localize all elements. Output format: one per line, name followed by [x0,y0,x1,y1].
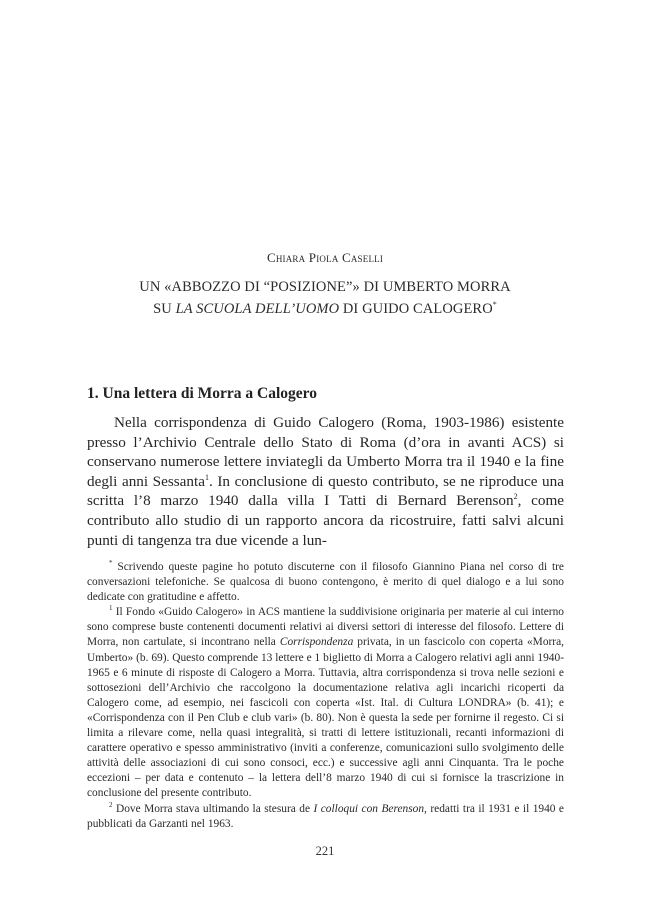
paragraph [87,413,564,550]
footnote-1-text-a: Il Fondo «Guido Calogero» in ACS mantiene la suddivisione originaria per materie al cui interno sono comprese buste contenenti documenti relativi ai diversi settori di interesse del filosofo. Lettere di Morra, non cartulate, si incontrano nella [87,606,564,649]
footnote-1 [87,605,564,801]
title-line-2-prefix: SU [153,300,176,317]
author-middle-initial: P [308,250,317,265]
footnote-star-marker: * [109,559,113,568]
footnote-1-marker: 1 [109,604,113,613]
footnote-star-text: Scrivendo queste pagine ho potuto discuterne con il filosofo Giannino Piana nel corso di tre conversazioni telefoniche. Se qualcosa di buono contengono, è merito di quel dialogo e a lui sono dedicate con gratitudine e affetto. [87,561,564,604]
page-number: 221 [315,844,335,858]
paragraph-text-2: . In conclusione di questo contributo, se ne riproduce una scritta l’8 marzo 1940 dalla villa I Tatti di Bernard Berenson [87,472,564,510]
author-first-initial: C [266,250,276,265]
author-first-rest: hiara [275,250,306,265]
author-middle-name [309,250,339,265]
footnote-2-marker: 2 [109,800,113,809]
title-line-2 [0,296,650,318]
title-footnote-marker: * [492,300,497,309]
author-name [0,250,650,266]
footnote-2-text-a: Dove Morra stava ultimando la stesura de [115,802,314,815]
footnote-1-text-b: privata, in un fascicolo con coperta «Morra, Umberto» (b. 69). Questo comprende 13 lettere e 1 biglietto di Morra a Calogero relativi agli anni 1940-1965 e 6 minute di risposte di Calogero a Morra. Tuttavia, altra corrispondenza si trova nelle sezioni e sottosezioni dell’Archivio che raccolgono la documentazione relativa agli incarichi ricoperti da Calogero come, ad esempio, nei fascicoli con coperta «Ist. Ital. di Cultura LONDRA» (b. 41); e «Corrispondenza con il Pen Club e club vari» (b. 80). Non è questa la sede per fornirne il regesto. Ci si limita a rilevare come, nella quasi integralità, si tratti di lettere istituzionali, recanti informazioni di carattere operativo e spesso amministrativo (inviti a conferenze, comunicazioni sullo svolgimento delle attività delle associazioni di cui sono consoci, ecc.) e successive agli anni Cinquanta. Tra le poche eccezioni – per data e contenuto – la lettera dell’8 marzo 1940 di cui si fornisce la trascrizione in conclusione del presente contributo. [87,636,564,800]
author-middle-rest: iola [316,250,339,265]
author-first-name [267,250,305,265]
footnote-star [87,560,564,605]
section-heading: 1. Una lettera di Morra a Calogero [87,385,318,402]
title-line-1: UN «ABBOZZO DI “POSIZIONE”» DI UMBERTO MORRA [139,279,511,295]
paragraph-text-1: Nella corrispondenza di Guido Calogero (Roma, 1903-1986) esistente presso l’Archivio Centrale dello Stato di Roma (d’ora in avanti ACS) si conservano numerose lettere inviategli da Umberto Morra tra il 1940 e la fine degli anni Sessanta [87,414,564,490]
footnote-2-text-b: , redatti tra il 1931 e il 1940 e pubblicati da Garzanti nel 1963. [87,802,564,830]
footnote-ref-1: 1 [204,472,209,482]
body-paragraph [87,413,564,550]
title-line-2-suffix: DI GUIDO CALOGERO [339,300,493,317]
author-last-name [342,250,383,265]
article-title [0,278,650,318]
paragraph-text-3: , come contributo allo studio di un rapporto ancora da ricostruire, fatti salvi alcuni punti di tangenza tra due vicende a lun- [87,492,565,549]
footnote-2-italic: I colloqui con Berenson [313,802,425,815]
author-last-rest: aselli [350,250,384,265]
footnote-2 [87,802,564,832]
footnote-1-italic: Corrispondenza [279,636,354,649]
title-line-2-italic: LA SCUOLA DELL’UOMO [175,300,340,317]
footnote-ref-2: 2 [513,492,518,502]
author-last-initial: C [341,250,351,265]
footnotes [87,560,564,832]
